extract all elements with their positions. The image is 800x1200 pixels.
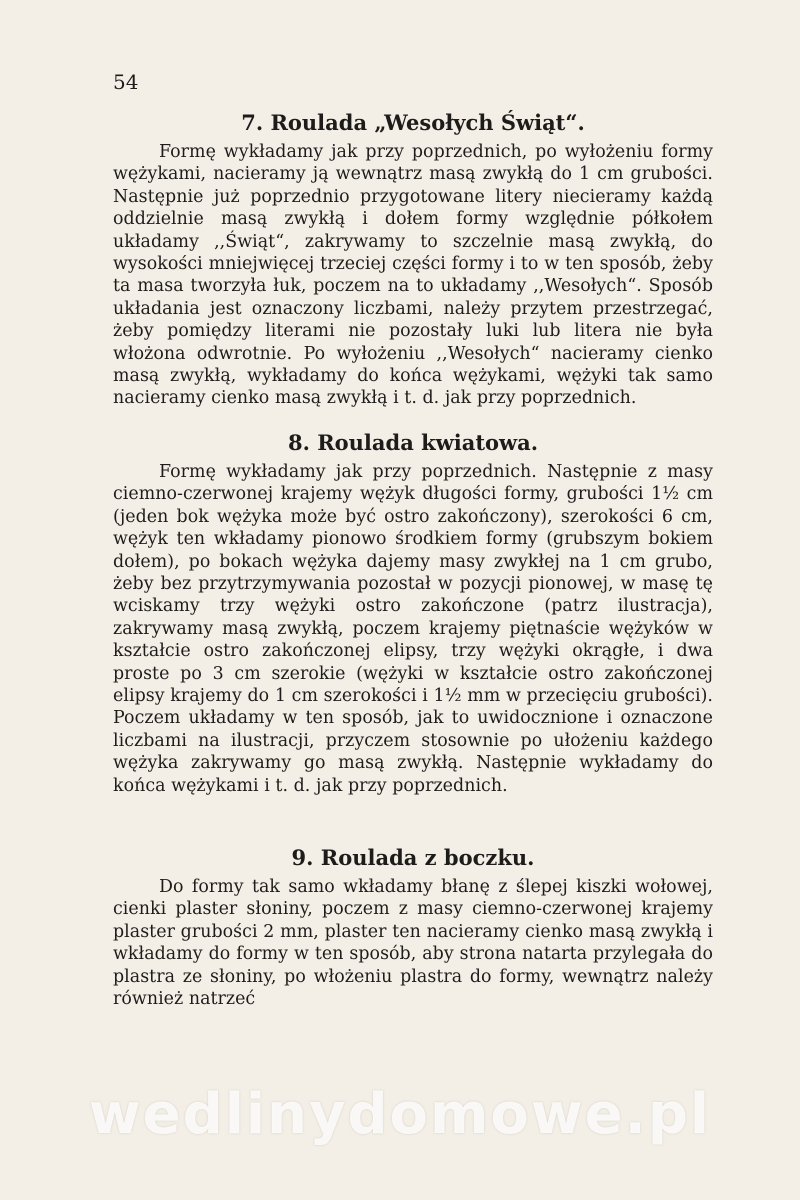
section-title: 8. Roulada kwiatowa. (287, 430, 539, 455)
watermark: wedlinydomowe.pl (88, 1082, 712, 1147)
paragraph: Do formy tak samo wkładamy błanę z ślepej kiszki wołowej, cienki plaster słoniny, poczem z masy ciemno-czerwonej krajemy plaster grubości 2 mm, plaster ten nacieramy cienko masą zwykłą i wkładamy do formy w ten sposób, aby strona natarta przylegała do plastra ze słoniny, po włożeniu plastra do formy, wewnątrz należy również natrzeć (113, 877, 713, 1010)
section-body (113, 141, 713, 410)
section-roulada-kwiatowa (113, 430, 713, 797)
section-title: 9. Roulada z boczku. (291, 845, 535, 870)
section-roulada-z-boczku (113, 845, 713, 1010)
section-roulada-wesolych-swiat (113, 110, 713, 410)
section-title: 7. Roulada „Wesołych Świąt“. (241, 110, 585, 135)
section-body (113, 876, 713, 1010)
section-body (113, 461, 713, 797)
page-number: 54 (113, 70, 139, 94)
paragraph: Formę wykładamy jak przy poprzednich. Następnie z masy ciemno-czerwonej krajemy wężyk długości formy, grubości 1½ cm (jeden bok wężyka może być ostro zakończony), szerokości 6 cm, wężyk ten wkładamy pionowo środkiem formy (grubszym bokiem dołem), po bokach wężyka dajemy masy zwykłej na 1 cm grubo, żeby bez przytrzymywania pozostał w pozycji pionowej, w masę tę wciskamy trzy wężyki ostro zakończone (patrz ilustracja), zakrywamy masą zwykłą, poczem krajemy piętnaście wężyków w kształcie ostro zakończonej elipsy, trzy wężyki okrągłe, i dwa proste po 3 cm szerokie (wężyki w kształcie ostro zakończonej elipsy krajemy do 1 cm szerokości i 1½ mm w przecięciu grubości). Poczem układamy w ten sposób, jak to uwidocznione i oznaczone liczbami na ilustracji, przyczem stosownie po ułożeniu każdego wężyka zakrywamy go masą zwykłą. Następnie wykładamy do końca wężykami i t. d. jak przy poprzednich. (113, 462, 713, 796)
paragraph: Formę wykładamy jak przy poprzednich, po wyłożeniu formy wężykami, nacieramy ją wewnątrz masą zwykłą do 1 cm grubości. Następnie już poprzednio przygotowane litery niecieramy każdą oddzielnie masą zwykłą i dołem formy względnie półkołem układamy ,,Świąt“, zakrywamy to szczelnie masą zwykłą, do wysokości mniejwięcej trzeciej części formy i to w ten sposób, żeby ta masa tworzyła łuk, poczem na to układamy ,,Wesołych“. Sposób układania jest oznaczony liczbami, należy przytem przestrzegać, żeby pomiędzy literami nie pozostały luki lub litera nie była włożona odwrotnie. Po wyłożeniu ,,Wesołych“ nacieramy cienko masą zwykłą, wykładamy do końca wężykami, wężyki tak samo nacieramy cienko masą zwykłą i t. d. jak przy poprzednich. (113, 142, 713, 409)
